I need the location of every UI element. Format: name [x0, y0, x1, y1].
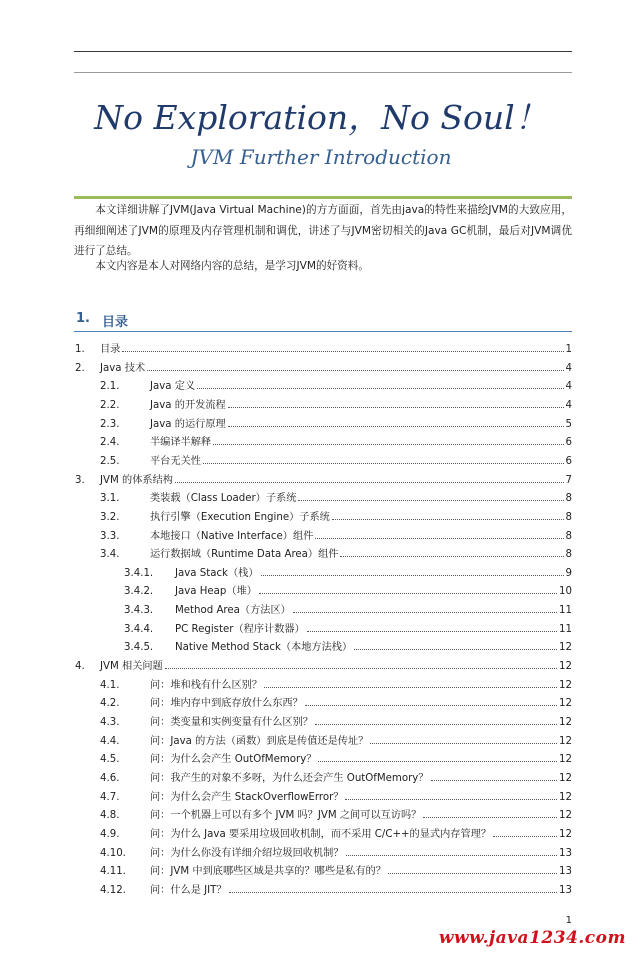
toc-entry-page: 12 — [559, 642, 572, 654]
toc-entry-number: 3.1. — [100, 493, 120, 505]
toc-entry-number: 4.8. — [100, 810, 120, 822]
toc-entry-number: 3.4.5. — [124, 642, 154, 654]
toc-entry-page: 12 — [559, 828, 572, 840]
toc-entry[interactable] — [100, 691, 572, 709]
toc-entry-title: 问：堆内存中到底存放什么东西？ — [150, 698, 303, 710]
toc-leader-dots — [370, 743, 557, 744]
toc-entry-title: 问：为什么 Java 要采用垃圾回收机制，而不采用 C/C++的显式内存管理？ — [150, 828, 492, 840]
toc-entry-page: 8 — [565, 493, 572, 505]
toc-entry-number: 4.2. — [100, 698, 120, 710]
toc-entry[interactable] — [75, 654, 572, 672]
toc-leader-dots — [298, 500, 563, 501]
toc-entry-page: 13 — [559, 847, 572, 859]
toc-entry-title: 问：类变量和实例变量有什么区别？ — [150, 717, 313, 728]
toc-entry-number: 2.5. — [100, 455, 120, 467]
toc-entry-number: 3.2. — [100, 511, 120, 523]
toc-entry-title: 问：Java 的方法（函数）到底是传值还是传址？ — [150, 735, 369, 747]
section-number: 1. — [76, 311, 90, 326]
toc-entry[interactable] — [100, 412, 572, 430]
toc-entry-page: 12 — [559, 754, 572, 766]
toc-leader-dots — [388, 873, 557, 874]
toc-entry-title: Java 的开发流程 — [150, 399, 226, 411]
toc-entry-number: 3.4.4. — [124, 623, 154, 635]
toc-entry-page: 4 — [565, 399, 572, 411]
toc-entry-title: PC Register（程序计数器） — [175, 623, 305, 635]
toc-entry-number: 4.3. — [100, 717, 120, 728]
toc-entry[interactable] — [100, 822, 572, 840]
toc-entry-title: 问：什么是 JIT？ — [150, 884, 227, 896]
toc-entry-page: 4 — [565, 381, 572, 393]
toc-entry-page: 10 — [559, 586, 572, 598]
toc-entry[interactable] — [100, 729, 572, 747]
toc-entry[interactable] — [100, 449, 572, 467]
toc-entry-title: 执行引擎（Execution Engine）子系统 — [150, 511, 330, 523]
toc-entry-page: 4 — [565, 362, 572, 374]
toc-entry-title: 半编译半解释 — [150, 437, 212, 449]
toc-entry-title: Java Heap（堆） — [175, 586, 257, 598]
toc-leader-dots — [423, 817, 557, 818]
toc-leader-dots — [305, 705, 557, 706]
toc-entry-number: 3.4.3. — [124, 605, 154, 617]
toc-leader-dots — [315, 538, 563, 539]
toc-leader-dots — [493, 836, 557, 837]
section-heading-toc — [74, 311, 572, 333]
toc-leader-dots — [259, 593, 557, 594]
toc-entry-number: 3. — [75, 474, 85, 486]
toc-entry-page: 6 — [565, 455, 572, 467]
toc-entry-number: 2.4. — [100, 437, 120, 449]
toc-entry[interactable] — [100, 785, 572, 803]
toc-entry-number: 2.3. — [100, 418, 120, 430]
toc-entry-title: Java 技术 — [100, 362, 146, 374]
toc-entry[interactable] — [100, 803, 572, 821]
toc-entry-number: 3.3. — [100, 530, 120, 542]
section-underline — [74, 331, 572, 332]
toc-leader-dots — [122, 351, 563, 352]
intro-paragraph-1: 本文详细讲解了JVM(Java Virtual Machine)的方方面面，首先由java的特性来描绘JVM的大致应用，再细细阐述了JVM的原理及内存管理机制和调优，讲述了与JVM密切相关的Java GC机制，最后对JVM调优进行了总结。 — [74, 204, 572, 257]
toc-entry-page: 12 — [559, 661, 572, 673]
header-rule-top — [74, 51, 572, 52]
toc-entry[interactable] — [100, 766, 572, 784]
toc-entry[interactable] — [100, 841, 572, 859]
toc-entry-page: 13 — [559, 884, 572, 896]
toc-leader-dots — [228, 407, 564, 408]
toc-entry[interactable] — [100, 859, 572, 877]
toc-leader-dots — [261, 575, 564, 576]
toc-leader-dots — [229, 892, 557, 893]
toc-leader-dots — [228, 426, 564, 427]
toc-leader-dots — [197, 388, 563, 389]
toc-entry-number: 3.4. — [100, 549, 120, 561]
toc-entry-number: 4.5. — [100, 754, 120, 766]
toc-entry-page: 12 — [559, 717, 572, 728]
toc-entry-title: 问：一个机器上可以有多个 JVM 吗？JVM 之间可以互访吗？ — [150, 810, 422, 822]
toc-entry[interactable] — [100, 374, 572, 392]
toc-entry-title: Java 的运行原理 — [150, 418, 226, 430]
toc-entry[interactable] — [75, 356, 572, 374]
toc-leader-dots — [345, 799, 557, 800]
toc-entry[interactable] — [100, 505, 572, 523]
toc-entry[interactable] — [100, 393, 572, 411]
toc-leader-dots — [213, 444, 563, 445]
toc-entry-page: 5 — [565, 418, 572, 430]
toc-entry-page: 12 — [559, 810, 572, 822]
toc-entry-page: 13 — [559, 866, 572, 878]
toc-leader-dots — [203, 463, 564, 464]
toc-leader-dots — [307, 631, 557, 632]
toc-entry-number: 4.11. — [100, 866, 126, 878]
toc-entry-number: 2. — [75, 362, 85, 374]
toc-entry-page: 11 — [559, 623, 572, 635]
toc-entry-title: 问：为什么会产生 StackOverflowError？ — [150, 791, 344, 803]
toc-entry[interactable] — [124, 598, 572, 616]
toc-entry-page: 11 — [559, 605, 572, 617]
toc-entry-title: Java Stack（栈） — [175, 567, 259, 579]
toc-leader-dots — [431, 780, 558, 781]
toc-entry-title: 运行数据域（Runtime Data Area）组件 — [150, 549, 339, 561]
toc-entry-number: 4.1. — [100, 679, 120, 691]
toc-entry[interactable] — [100, 747, 572, 765]
toc-entry-title: JVM 相关问题 — [100, 661, 163, 673]
toc-entry-page: 7 — [565, 474, 572, 486]
toc-entry-number: 4.9. — [100, 828, 120, 840]
toc-entry-title: 目录 — [100, 344, 121, 355]
toc-entry-page: 12 — [559, 735, 572, 747]
toc-entry-number: 4.10. — [100, 847, 126, 859]
toc-entry[interactable] — [100, 673, 572, 691]
toc-entry-number: 3.4.2. — [124, 586, 154, 598]
toc-leader-dots — [318, 761, 557, 762]
toc-entry-title: JVM 的体系结构 — [100, 474, 173, 486]
toc-leader-dots — [315, 724, 557, 725]
toc-entry[interactable] — [75, 337, 572, 355]
toc-entry-title: 类装载（Class Loader）子系统 — [150, 493, 297, 505]
toc-entry-number: 4.4. — [100, 735, 120, 747]
toc-entry-title: 问：为什么你没有详细介绍垃圾回收机制？ — [150, 847, 344, 859]
toc-entry-title: 本地接口（Native Interface）组件 — [150, 530, 314, 542]
toc-entry-number: 2.1. — [100, 381, 120, 393]
toc-entry-title: Java 定义 — [150, 381, 196, 393]
toc-entry[interactable] — [100, 524, 572, 542]
toc-entry-title: Native Method Stack（本地方法栈） — [175, 642, 353, 654]
toc-entry[interactable] — [124, 561, 572, 579]
toc-entry[interactable] — [100, 430, 572, 448]
page-number: 1 — [565, 915, 572, 926]
toc-leader-dots — [147, 370, 563, 371]
watermark-text: www.java1234.com — [438, 928, 626, 948]
toc-entry[interactable] — [100, 878, 572, 896]
toc-entry-page: 8 — [565, 549, 572, 561]
toc-entry-number: 1. — [75, 344, 85, 355]
toc-leader-dots — [354, 649, 557, 650]
toc-entry-page: 9 — [565, 567, 572, 579]
title-divider — [74, 196, 572, 199]
toc-leader-dots — [346, 855, 557, 856]
toc-leader-dots — [293, 612, 557, 613]
toc-entry-title: Method Area（方法区） — [175, 605, 291, 617]
toc-leader-dots — [175, 482, 564, 483]
toc-entry-page: 8 — [565, 511, 572, 523]
toc-entry-number: 4.7. — [100, 791, 120, 803]
header-rule-bottom — [74, 72, 572, 73]
subtitle: JVM Further Introduction — [190, 145, 452, 169]
toc-entry-page: 1 — [565, 344, 572, 355]
toc-entry-title: 问：JVM 中到底哪些区域是共享的？哪些是私有的？ — [150, 866, 386, 878]
section-title: 目录 — [102, 315, 129, 330]
toc-entry-page: 12 — [559, 791, 572, 803]
toc-entry[interactable] — [100, 710, 572, 728]
toc-entry-number: 4.12. — [100, 884, 126, 896]
toc-entry[interactable] — [75, 468, 572, 486]
toc-entry-page: 12 — [559, 698, 572, 710]
toc-leader-dots — [340, 556, 563, 557]
toc-entry-number: 3.4.1. — [124, 567, 154, 579]
toc-entry-page: 6 — [565, 437, 572, 449]
toc-entry[interactable] — [124, 635, 572, 653]
main-title: No Exploration，No Soul！ — [94, 98, 548, 137]
toc-entry[interactable] — [124, 579, 572, 597]
toc-entry-title: 平台无关性 — [150, 455, 201, 467]
toc-entry-title: 问：为什么会产生 OutOfMemory？ — [150, 754, 317, 766]
intro-paragraph-2: 本文内容是本人对网络内容的总结，是学习JVM的好资料。 — [95, 260, 369, 272]
toc-entry-page: 8 — [565, 530, 572, 542]
toc-entry[interactable] — [124, 617, 572, 635]
toc-entry[interactable] — [100, 542, 572, 560]
toc-entry-number: 4.6. — [100, 772, 120, 784]
toc-entry[interactable] — [100, 486, 572, 504]
toc-entry-page: 12 — [559, 679, 572, 691]
toc-entry-page: 12 — [559, 772, 572, 784]
toc-entry-number: 2.2. — [100, 399, 120, 411]
toc-leader-dots — [332, 519, 564, 520]
toc-entry-title: 问：堆和栈有什么区别？ — [150, 679, 263, 691]
toc-entry-number: 4. — [75, 661, 85, 673]
toc-leader-dots — [264, 687, 557, 688]
toc-entry-title: 问：我产生的对象不多呀，为什么还会产生 OutOfMemory？ — [150, 772, 429, 784]
toc-leader-dots — [165, 668, 557, 669]
